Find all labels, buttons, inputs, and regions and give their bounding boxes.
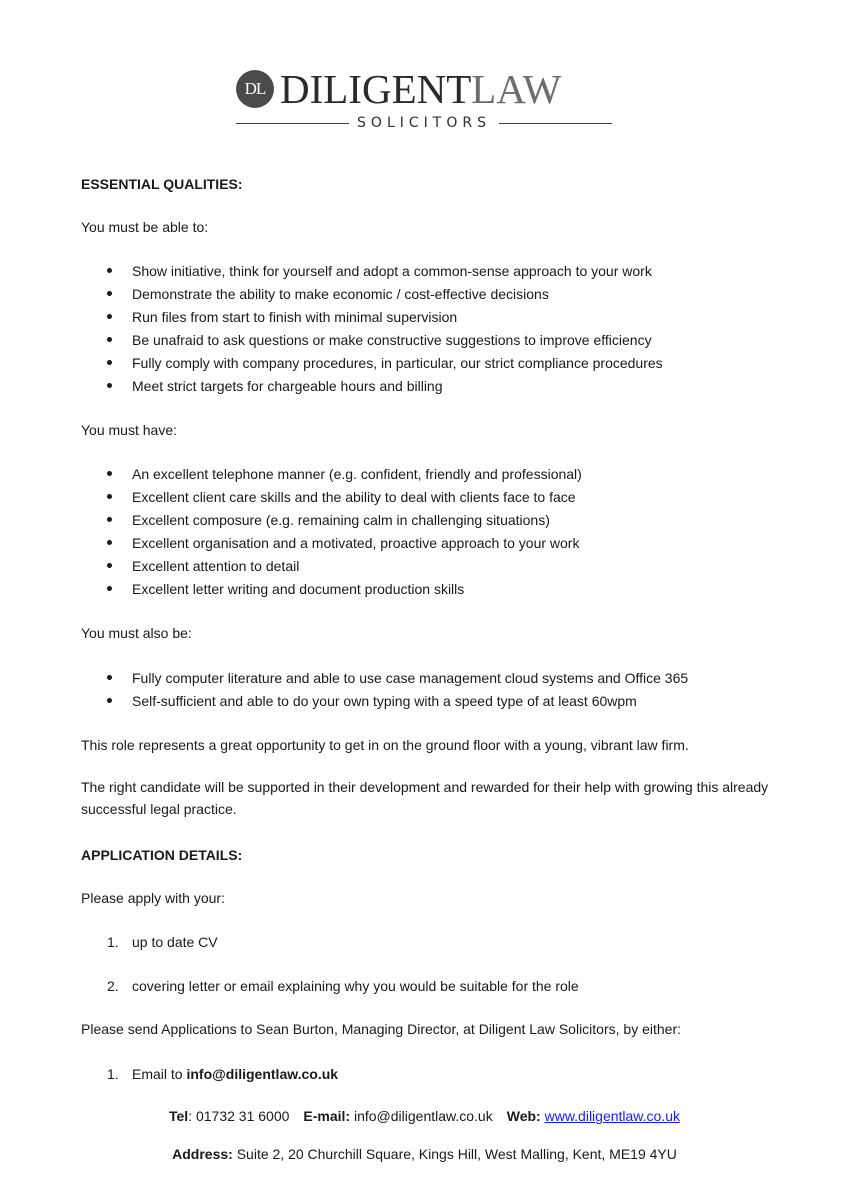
bullet-icon (107, 563, 112, 568)
bullet-icon (107, 314, 112, 319)
logo-wordmark (236, 66, 616, 112)
web-label: Web: (506, 1108, 541, 1124)
bullet-icon (107, 360, 112, 365)
have-intro: You must have: (81, 422, 177, 438)
logo-rule-right (499, 123, 612, 124)
logo-name-part2: LAW (471, 66, 562, 112)
email-prefix: Email to (132, 1066, 187, 1082)
bullet-icon (107, 471, 112, 476)
logo-rule-left (236, 123, 349, 124)
able-to-intro: You must be able to: (81, 219, 209, 235)
email-label: E-mail: (303, 1108, 351, 1124)
bullet-icon (107, 494, 112, 499)
logo-subtitle-row (236, 114, 612, 132)
document-page: DL DILIGENTLAW SOLICITORS ESSENTIAL QUALITIES: You must be able to: Show initiative, think for yourself and adopt a common-sense approach to your work Demonstrate the ability to make economic / cost-effective decisions Run files from start to finish with minimal supervision Be unafraid to ask questions or make constructive suggestions to improve efficiency Fully comply with company procedures, in particular, our strict compliance procedures Meet strict targets for chargeable hours and billing You must have: An excellent telephone manner (e.g. confident, friendly and professional) Excellent client care skills and the ability to deal with clients face to face Excellent composure (e.g. remaining calm in challenging situations) Excellent organisation and a motivated, proactive approach to your work Excellent attention to detail Excellent letter writing and document production skills You must also be: Fully computer literature and able to use case management cloud systems and Office 365 Self-sufficient and able to do your own typing with a speed type of at least 60wpm This role represents a great opportunity to get in on the ground floor with a young, vibrant law firm. The right candidate will be supported in their development and rewarded for their help with growing this already successful legal practice. APPLICATION DETAILS: Please apply with your: 1. up to date CV 2. covering letter or email explaining why you would be suitable for the role Please send Applications to Sean Burton, Managing Director, at Diligent Law Solicitors, by either: 1. Email to info@diligentlaw.co.uk Tel: 01732 31 6000 E-mail: info@diligentlaw.co.uk Web: www.diligentlaw.co.uk Address: Suite 2, 20 Churchill Square, Kings Hill, West Malling, Kent, ME19 4YU (0, 0, 849, 1200)
list-number: 1. (107, 934, 119, 950)
apply-intro: Please apply with your: (81, 890, 225, 906)
bullet-icon (107, 337, 112, 342)
bullet-icon (107, 291, 112, 296)
bullet-icon (107, 586, 112, 591)
bullet-icon (107, 517, 112, 522)
bullet-icon (107, 675, 112, 680)
application-heading: APPLICATION DETAILS: (81, 847, 243, 863)
also-intro: You must also be: (81, 625, 192, 641)
address-value: Suite 2, 20 Churchill Square, Kings Hill, West Malling, Kent, ME19 4YU (236, 1146, 677, 1162)
website-link[interactable]: www.diligentlaw.co.uk (544, 1108, 680, 1124)
footer-address (0, 1146, 849, 1162)
list-number: 1. (107, 1066, 119, 1082)
address-label: Address: (172, 1146, 233, 1162)
list-number: 2. (107, 978, 119, 994)
tel-label: Tel (168, 1108, 189, 1124)
logo-name-part1: DILIGENT (280, 66, 472, 112)
bullet-icon (107, 540, 112, 545)
bullet-icon (107, 268, 112, 273)
company-logo (0, 66, 849, 136)
email-address: info@diligentlaw.co.uk (186, 1066, 339, 1082)
tel-value: : 01732 31 6000 (188, 1108, 290, 1124)
essential-heading: ESSENTIAL QUALITIES: (81, 176, 243, 192)
send-paragraph: Please send Applications to Sean Burton, Managing Director, at Diligent Law Solicitors, by either: (81, 1021, 681, 1037)
footer-contact (0, 1108, 849, 1124)
email-value: info@diligentlaw.co.uk (353, 1108, 493, 1124)
candidate-paragraph: The right candidate will be supported in their development and rewarded for their help with growing this already successful legal practice. (81, 779, 769, 817)
logo-name (280, 66, 561, 112)
logo-monogram: DL (236, 70, 274, 108)
bullet-icon (107, 698, 112, 703)
logo-subtitle: SOLICITORS (357, 115, 491, 131)
opportunity-paragraph: This role represents a great opportunity to get in on the ground floor with a young, vibrant law firm. (81, 737, 689, 753)
bullet-icon (107, 383, 112, 388)
